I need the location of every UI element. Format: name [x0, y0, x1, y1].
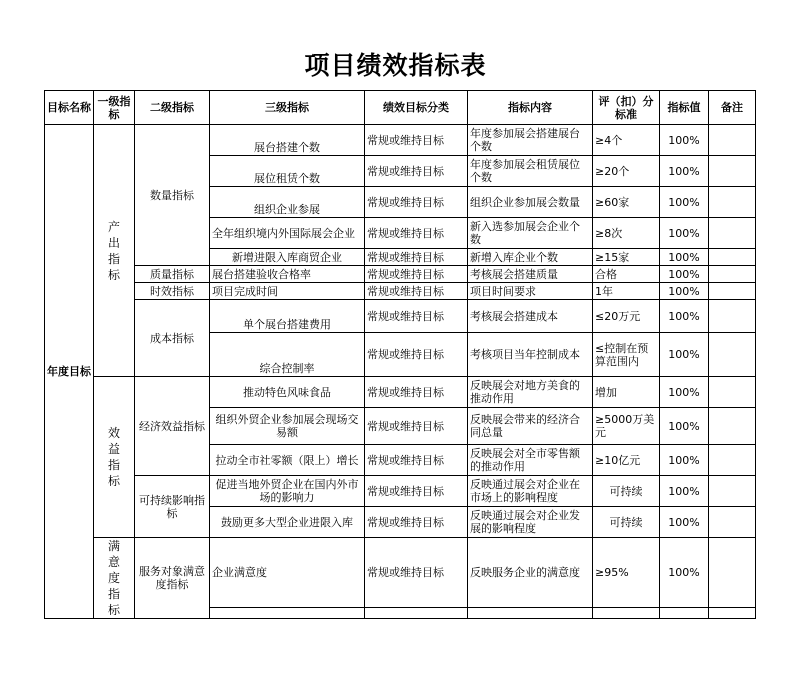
- header-content: 指标内容: [468, 91, 593, 125]
- table-row: [45, 300, 756, 333]
- category-cell: 常规或维持目标: [365, 476, 468, 507]
- remark-cell: [709, 476, 756, 507]
- header-standard: 评（扣）分标准: [593, 91, 660, 125]
- content-cell: 新增入库企业个数: [468, 249, 593, 266]
- standard-cell: [593, 607, 660, 618]
- level3-cell: 项目完成时间: [210, 283, 365, 300]
- level3-cell: 单个展台搭建费用: [210, 300, 365, 333]
- table-header-row: [45, 91, 756, 125]
- level2-economic: 经济效益指标: [135, 377, 210, 476]
- table-row: [45, 538, 756, 608]
- remark-cell: [709, 300, 756, 333]
- standard-cell: ≤控制在预算范围内: [593, 333, 660, 377]
- standard-cell: ≤20万元: [593, 300, 660, 333]
- standard-cell: ≥4个: [593, 125, 660, 156]
- table-row: [45, 377, 756, 408]
- category-cell: 常规或维持目标: [365, 266, 468, 283]
- level2-sustainable: 可持续影响指标: [135, 476, 210, 538]
- level3-cell: 鼓励更多大型企业进限入库: [210, 507, 365, 538]
- level2-cost: 成本指标: [135, 300, 210, 377]
- standard-cell: 1年: [593, 283, 660, 300]
- value-cell: 100%: [660, 249, 709, 266]
- content-cell: 考核展会搭建成本: [468, 300, 593, 333]
- remark-cell: [709, 218, 756, 249]
- remark-cell: [709, 283, 756, 300]
- header-remark: 备注: [709, 91, 756, 125]
- level2-quality: 质量指标: [135, 266, 210, 283]
- level3-cell: 组织企业参展: [210, 187, 365, 218]
- category-cell: 常规或维持目标: [365, 300, 468, 333]
- content-cell: 考核展会搭建质量: [468, 266, 593, 283]
- content-cell: 反映展会对全市零售额的推动作用: [468, 445, 593, 476]
- value-cell: 100%: [660, 377, 709, 408]
- value-cell: 100%: [660, 333, 709, 377]
- value-cell: 100%: [660, 538, 709, 608]
- content-cell: 反映通过展会对企业在市场上的影响程度: [468, 476, 593, 507]
- level1-output: [94, 125, 135, 377]
- content-cell: [468, 607, 593, 618]
- remark-cell: [709, 607, 756, 618]
- level3-cell: 新增进限入库商贸企业: [210, 249, 365, 266]
- content-cell: 反映通过展会对企业发展的影响程度: [468, 507, 593, 538]
- standard-cell: 可持续: [593, 476, 660, 507]
- table-row: [45, 476, 756, 507]
- category-cell: 常规或维持目标: [365, 125, 468, 156]
- table-row: [45, 266, 756, 283]
- remark-cell: [709, 249, 756, 266]
- content-cell: 新入选参加展会企业个数: [468, 218, 593, 249]
- value-cell: 100%: [660, 187, 709, 218]
- header-level1: 一级指标: [94, 91, 135, 125]
- level3-cell: 展位租赁个数: [210, 156, 365, 187]
- level3-cell: 全年组织境内外国际展会企业: [210, 218, 365, 249]
- standard-cell: 合格: [593, 266, 660, 283]
- goal-cell: 年度目标: [45, 125, 94, 619]
- value-cell: 100%: [660, 218, 709, 249]
- content-cell: 项目时间要求: [468, 283, 593, 300]
- remark-cell: [709, 187, 756, 218]
- table-row: [45, 283, 756, 300]
- header-category: 绩效目标分类: [365, 91, 468, 125]
- value-cell: 100%: [660, 445, 709, 476]
- remark-cell: [709, 125, 756, 156]
- level3-cell: 展台搭建验收合格率: [210, 266, 365, 283]
- header-level3: 三级指标: [210, 91, 365, 125]
- content-cell: 组织企业参加展会数量: [468, 187, 593, 218]
- value-cell: 100%: [660, 125, 709, 156]
- remark-cell: [709, 445, 756, 476]
- level3-cell: 促进当地外贸企业在国内外市场的影响力: [210, 476, 365, 507]
- content-cell: 反映服务企业的满意度: [468, 538, 593, 608]
- category-cell: 常规或维持目标: [365, 249, 468, 266]
- level1-benefit-label: 效益指标: [107, 426, 120, 488]
- value-cell: 100%: [660, 300, 709, 333]
- page-title: 项目绩效指标表: [304, 51, 487, 80]
- category-cell: [365, 607, 468, 618]
- content-cell: 考核项目当年控制成本: [468, 333, 593, 377]
- content-cell: 反映展会带来的经济合同总量: [468, 408, 593, 445]
- remark-cell: [709, 266, 756, 283]
- category-cell: 常规或维持目标: [365, 156, 468, 187]
- standard-cell: ≥5000万美元: [593, 408, 660, 445]
- level3-cell: 拉动全市社零额（限上）增长: [210, 445, 365, 476]
- standard-cell: ≥95%: [593, 538, 660, 608]
- level1-benefit: [94, 377, 135, 538]
- category-cell: 常规或维持目标: [365, 218, 468, 249]
- level2-service: 服务对象满意度指标: [135, 538, 210, 619]
- value-cell: 100%: [660, 408, 709, 445]
- category-cell: 常规或维持目标: [365, 408, 468, 445]
- category-cell: 常规或维持目标: [365, 377, 468, 408]
- content-cell: 反映展会对地方美食的推动作用: [468, 377, 593, 408]
- level2-quantity: 数量指标: [135, 125, 210, 266]
- remark-cell: [709, 408, 756, 445]
- remark-cell: [709, 538, 756, 608]
- content-cell: 年度参加展会租赁展位个数: [468, 156, 593, 187]
- content-cell: 年度参加展会搭建展台个数: [468, 125, 593, 156]
- category-cell: 常规或维持目标: [365, 283, 468, 300]
- level3-cell: 展台搭建个数: [210, 125, 365, 156]
- remark-cell: [709, 156, 756, 187]
- value-cell: 100%: [660, 156, 709, 187]
- level2-timeliness: 时效指标: [135, 283, 210, 300]
- value-cell: 100%: [660, 476, 709, 507]
- standard-cell: ≥15家: [593, 249, 660, 266]
- header-goal: 目标名称: [45, 91, 94, 125]
- level1-satisfaction: [94, 538, 135, 619]
- category-cell: 常规或维持目标: [365, 538, 468, 608]
- performance-table: [44, 90, 756, 619]
- table-row: [45, 125, 756, 156]
- level3-cell: 企业满意度: [210, 538, 365, 608]
- value-cell: 100%: [660, 266, 709, 283]
- level1-output-label: 产出指标: [107, 219, 120, 282]
- header-value: 指标值: [660, 91, 709, 125]
- category-cell: 常规或维持目标: [365, 187, 468, 218]
- value-cell: 100%: [660, 507, 709, 538]
- value-cell: [660, 607, 709, 618]
- level3-cell: 组织外贸企业参加展会现场交易额: [210, 408, 365, 445]
- standard-cell: ≥8次: [593, 218, 660, 249]
- standard-cell: 可持续: [593, 507, 660, 538]
- level3-cell: 综合控制率: [210, 333, 365, 377]
- level3-cell: 推动特色风味食品: [210, 377, 365, 408]
- level3-cell: [210, 607, 365, 618]
- remark-cell: [709, 507, 756, 538]
- standard-cell: ≥20个: [593, 156, 660, 187]
- category-cell: 常规或维持目标: [365, 507, 468, 538]
- category-cell: 常规或维持目标: [365, 333, 468, 377]
- standard-cell: ≥10亿元: [593, 445, 660, 476]
- remark-cell: [709, 333, 756, 377]
- standard-cell: ≥60家: [593, 187, 660, 218]
- remark-cell: [709, 377, 756, 408]
- standard-cell: 增加: [593, 377, 660, 408]
- category-cell: 常规或维持目标: [365, 445, 468, 476]
- value-cell: 100%: [660, 283, 709, 300]
- header-level2: 二级指标: [135, 91, 210, 125]
- level1-satisfaction-label: 满意度指标: [107, 539, 120, 617]
